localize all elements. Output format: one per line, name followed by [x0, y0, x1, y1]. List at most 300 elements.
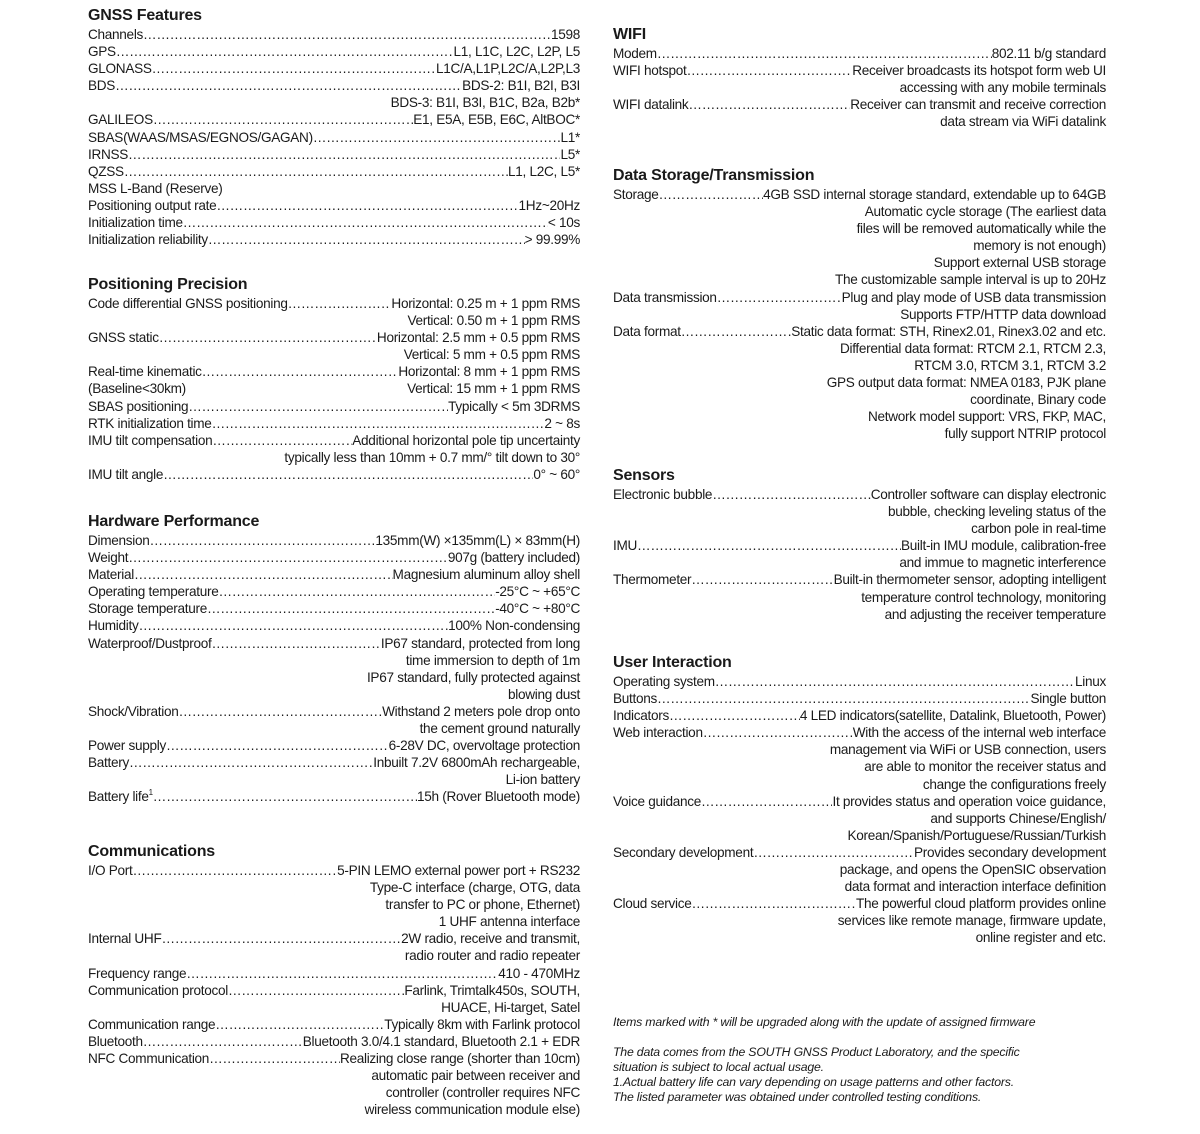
spec-value: Withstand 2 meters pole drop onto — [382, 703, 580, 719]
spec-label: BDS — [88, 78, 116, 94]
spec-line — [88, 617, 580, 634]
dot-leader — [132, 862, 337, 879]
dot-leader — [129, 754, 373, 771]
spec-value: 100% Non-condensing — [448, 618, 580, 634]
spec-value: < 10s — [547, 215, 580, 231]
spec-value: Static data format: STH, Rinex2.01, Rinex3.02 and etc. — [791, 323, 1106, 339]
spec-label: Channels — [88, 27, 144, 42]
spec-value-continuation: the cement ground naturally — [419, 721, 580, 737]
dot-leader — [150, 532, 376, 549]
spec-line — [613, 537, 1106, 554]
dot-leader — [717, 289, 842, 306]
spec-row — [613, 895, 1106, 946]
dot-leader — [753, 844, 914, 861]
firmware-note: Items marked with * will be upgraded along with the update of assigned firmware — [613, 1015, 1036, 1029]
spec-value-continuation: typically less than 10mm + 0.7 mm/° tilt down to 30° — [284, 449, 580, 465]
spec-label: Waterproof/Dustproof — [88, 635, 212, 651]
spec-label: Real-time kinematic — [88, 364, 202, 380]
spec-value-continuation: package, and opens the OpenSIC observation — [839, 862, 1106, 878]
spec-value-continuation: controller (controller requires NFC — [385, 1085, 580, 1101]
spec-label: Secondary development — [613, 844, 754, 860]
dot-leader — [128, 146, 560, 163]
spec-line — [88, 43, 580, 60]
spec-line — [88, 214, 580, 231]
spec-value: -40°C ~ +80°C — [495, 601, 580, 617]
spec-label: NFC Communication — [88, 1051, 210, 1067]
dot-leader — [161, 930, 401, 947]
spec-value-continuation: bubble, checking leveling status of the — [887, 504, 1106, 520]
spec-label: Shock/Vibration — [88, 703, 179, 719]
spec-line — [88, 60, 580, 77]
spec-row — [613, 724, 1106, 792]
spec-label: Electronic bubble — [613, 487, 713, 502]
spec-value: Inbuilt 7.2V 6800mAh rechargeable, — [373, 755, 580, 771]
dot-leader — [681, 323, 792, 340]
spec-value: > 99.99% — [524, 232, 580, 248]
spec-value: L5* — [560, 146, 580, 162]
battery-note-line-2: The listed parameter was obtained under controlled testing conditions. — [613, 1090, 982, 1104]
spec-line — [613, 62, 1106, 79]
spec-row — [88, 77, 580, 111]
spec-label: Bluetooth — [88, 1033, 143, 1049]
dot-leader — [143, 26, 551, 43]
spec-row — [613, 486, 1106, 537]
spec-value-continuation: memory is not enough) — [973, 238, 1106, 254]
spec-value: Horizontal: 2.5 mm + 0.5 ppm RMS — [376, 330, 580, 346]
spec-value: The powerful cloud platform provides online — [855, 896, 1106, 912]
spec-row — [613, 571, 1106, 622]
spec-value: 5-PIN LEMO external power port + RS232 — [337, 863, 580, 878]
spec-row — [88, 532, 580, 549]
spec-value: Horizontal: 8 mm + 1 ppm RMS — [398, 364, 580, 380]
spec-label: Web interaction — [613, 725, 703, 741]
spec-value: 6-28V DC, overvoltage protection — [388, 738, 580, 754]
spec-line — [613, 96, 1106, 113]
spec-line — [613, 186, 1106, 203]
hardware-performance-section — [88, 512, 580, 806]
spec-value: Linux — [1075, 674, 1106, 689]
spec-value-continuation: 1 UHF antenna interface — [438, 914, 580, 930]
dot-leader — [178, 703, 382, 720]
spec-row — [613, 690, 1106, 707]
spec-row — [613, 673, 1106, 690]
footnote-marker: 1 — [148, 788, 153, 798]
spec-row — [88, 231, 580, 248]
spec-line — [88, 380, 580, 397]
spec-value-continuation: data format and interaction interface definition — [844, 879, 1106, 895]
spec-label: Positioning output rate — [88, 197, 217, 213]
spec-line — [613, 793, 1106, 810]
spec-row — [613, 793, 1106, 844]
spec-row — [88, 549, 580, 566]
spec-row — [88, 43, 580, 60]
spec-row — [88, 26, 580, 43]
spec-value: Vertical: 15 mm + 1 ppm RMS — [407, 381, 580, 397]
dot-leader — [669, 707, 800, 724]
dot-leader — [115, 77, 462, 94]
spec-line — [613, 844, 1106, 861]
spec-line — [613, 45, 1106, 62]
spec-value: Receiver broadcasts its hotspot form web UI — [852, 63, 1106, 79]
spec-row — [613, 62, 1106, 96]
spec-value: 1598 — [550, 27, 580, 42]
spec-label: QZSS — [88, 163, 124, 179]
spec-line — [88, 635, 580, 652]
spec-value-continuation: Differential data format: RTCM 2.1, RTCM 2.3, — [839, 340, 1106, 356]
spec-list — [88, 295, 580, 483]
section-title: Hardware Performance — [88, 513, 260, 530]
spec-row — [613, 844, 1106, 895]
spec-value-continuation: services like remote manage, firmware update, — [837, 913, 1106, 929]
spec-line — [88, 788, 580, 805]
dot-leader — [228, 982, 404, 999]
spec-row — [88, 930, 580, 964]
spec-row — [613, 323, 1106, 443]
spec-value: 4GB SSD internal storage standard, extendable up to 64GB — [763, 187, 1106, 202]
spec-label: SBAS positioning — [88, 398, 189, 414]
data-storage-section — [613, 166, 1106, 442]
spec-label: Modem — [613, 46, 657, 61]
spec-value-continuation: Type-C interface (charge, OTG, data — [369, 880, 580, 896]
spec-row — [88, 197, 580, 214]
dot-leader — [686, 62, 852, 79]
dot-leader — [202, 363, 399, 380]
spec-value-continuation: carbon pole in real-time — [971, 521, 1106, 537]
spec-label: GPS — [88, 44, 116, 60]
spec-value-continuation: Network model support: VRS, FKP, MAC, — [868, 409, 1106, 425]
spec-label: Communication protocol — [88, 982, 228, 998]
spec-list — [613, 673, 1106, 947]
spec-row — [88, 566, 580, 583]
spec-line — [613, 690, 1106, 707]
spec-value-continuation: time immersion to depth of 1m — [405, 652, 580, 668]
section-title: Positioning Precision — [88, 276, 248, 293]
dot-leader — [637, 537, 901, 554]
dot-leader — [186, 965, 498, 982]
spec-row — [613, 186, 1106, 289]
spec-value: Typically 8km with Farlink protocol — [384, 1016, 580, 1032]
spec-value: Plug and play mode of USB data transmission — [841, 289, 1106, 305]
spec-value-continuation: online register and etc. — [975, 930, 1106, 946]
spec-label: Storage — [613, 187, 659, 202]
spec-value-continuation: RTCM 3.0, RTCM 3.1, RTCM 3.2 — [914, 357, 1106, 373]
spec-row — [613, 96, 1106, 130]
sensors-section — [613, 466, 1106, 623]
spec-value: 907g (battery included) — [447, 550, 580, 566]
spec-line — [88, 180, 580, 197]
spec-value: L1, L2C, L5* — [508, 163, 580, 179]
spec-value-continuation: IP67 standard, fully protected against — [366, 669, 580, 685]
spec-line — [613, 323, 1106, 340]
spec-value-continuation: and immue to magnetic interference — [899, 555, 1106, 571]
spec-label: Communication range — [88, 1016, 216, 1032]
spec-row — [88, 295, 580, 329]
dot-leader — [153, 788, 417, 805]
spec-value-continuation: and supports Chinese/English/ — [930, 810, 1106, 826]
spec-value-continuation: blowing dust — [508, 686, 580, 702]
spec-value: Provides secondary development — [914, 844, 1106, 860]
spec-line — [88, 111, 580, 128]
dot-leader — [163, 466, 533, 483]
spec-row — [88, 737, 580, 754]
dot-leader — [688, 96, 850, 113]
spec-label: GNSS static — [88, 330, 159, 346]
spec-value-continuation: automatic pair between receiver and — [371, 1068, 580, 1084]
spec-row — [613, 45, 1106, 62]
spec-value-continuation: GPS output data format: NMEA 0183, PJK plane — [826, 375, 1106, 391]
spec-value-continuation: Automatic cycle storage (The earliest data — [864, 204, 1106, 220]
lab-note-line-1: The data comes from the SOUTH GNSS Product Laboratory, and the specific — [613, 1045, 1020, 1059]
spec-line — [88, 982, 580, 999]
spec-line — [88, 231, 580, 248]
spec-row — [88, 415, 580, 432]
spec-value-continuation: temperature control technology, monitoring — [861, 589, 1106, 605]
spec-row — [88, 635, 580, 703]
spec-row — [88, 380, 580, 397]
dot-leader — [657, 690, 1031, 707]
spec-row — [88, 788, 580, 805]
dot-leader — [288, 295, 392, 312]
spec-value-continuation: Vertical: 0.50 m + 1 ppm RMS — [407, 313, 580, 329]
spec-label: GLONASS — [88, 61, 152, 77]
communications-section — [88, 842, 580, 1118]
spec-label: Battery life — [88, 789, 149, 805]
spec-line — [88, 329, 580, 346]
spec-row — [88, 363, 580, 380]
spec-row — [88, 129, 580, 146]
spec-row — [613, 707, 1106, 724]
spec-value-continuation: management via WiFi or USB connection, users — [829, 742, 1106, 758]
spec-row — [88, 617, 580, 634]
spec-label: GALILEOS — [88, 112, 153, 128]
spec-line — [88, 703, 580, 720]
spec-line — [613, 289, 1106, 306]
spec-row — [88, 398, 580, 415]
spec-value-continuation: radio router and radio repeater — [404, 948, 580, 964]
spec-value: Magnesium aluminum alloy shell — [392, 567, 580, 583]
section-title: GNSS Features — [88, 7, 202, 24]
spec-label: SBAS(WAAS/MSAS/EGNOS/GAGAN) — [88, 129, 313, 145]
dot-leader — [207, 600, 495, 617]
spec-value-continuation: files will be removed automatically while the — [856, 221, 1106, 237]
dot-leader — [701, 793, 832, 810]
spec-row — [88, 329, 580, 363]
spec-label: IMU tilt angle — [88, 466, 164, 482]
dot-leader — [159, 329, 377, 346]
spec-line — [88, 197, 580, 214]
spec-label: Internal UHF — [88, 931, 162, 947]
footnotes — [613, 1015, 1106, 1105]
spec-label: Power supply — [88, 738, 167, 754]
spec-value: 4 LED indicators(satellite, Datalink, Bluetooth, Power) — [799, 708, 1106, 724]
positioning-precision-section — [88, 275, 580, 483]
dot-leader — [116, 43, 454, 60]
spec-line — [613, 486, 1106, 503]
spec-value-continuation: and adjusting the receiver temperature — [884, 606, 1106, 622]
spec-line — [613, 707, 1106, 724]
spec-line — [88, 583, 580, 600]
spec-row — [88, 146, 580, 163]
spec-list — [613, 486, 1106, 623]
spec-line — [88, 737, 580, 754]
spec-row — [88, 754, 580, 788]
spec-line — [88, 363, 580, 380]
spec-value-continuation: change the configurations freely — [922, 776, 1106, 792]
spec-value-continuation: fully support NTRIP protocol — [944, 426, 1106, 442]
dot-leader — [212, 415, 545, 432]
lab-note-line-2: situation is subject to local actual usage. — [613, 1060, 824, 1074]
dot-leader — [209, 1050, 340, 1067]
section-title: Data Storage/Transmission — [613, 167, 815, 184]
dot-leader — [138, 617, 448, 634]
spec-value-continuation: data stream via WiFi datalink — [940, 114, 1106, 130]
spec-label: Initialization reliability — [88, 232, 208, 248]
user-interaction-section — [613, 653, 1106, 947]
spec-label: WIFI hotspot — [613, 63, 687, 79]
dot-leader — [712, 486, 871, 503]
spec-label: IMU — [613, 538, 638, 554]
spec-value-continuation: Vertical: 5 mm + 0.5 ppm RMS — [403, 347, 580, 363]
spec-value: -25°C ~ +65°C — [495, 584, 580, 600]
spec-label: Data transmission — [613, 289, 717, 305]
spec-row — [88, 862, 580, 930]
spec-value: 135mm(W) ×135mm(L) × 83mm(H) — [375, 533, 580, 548]
spec-line — [88, 930, 580, 947]
dot-leader — [691, 895, 855, 912]
spec-row — [88, 583, 580, 600]
spec-value-continuation: The customizable sample interval is up to 20Hz — [834, 272, 1106, 288]
spec-label: RTK initialization time — [88, 415, 212, 431]
spec-row — [88, 982, 580, 1016]
spec-label: Frequency range — [88, 965, 187, 981]
dot-leader — [152, 60, 436, 77]
spec-label: MSS L-Band (Reserve) — [88, 180, 223, 196]
section-title: Sensors — [613, 467, 675, 484]
spec-label: IMU tilt compensation — [88, 432, 213, 448]
spec-value: L1, L1C, L2C, L2P, L5 — [453, 44, 580, 60]
spec-value-continuation: transfer to PC or phone, Ethernet) — [385, 897, 580, 913]
spec-label: Storage temperature — [88, 601, 207, 617]
spec-line — [88, 415, 580, 432]
spec-list — [88, 532, 580, 806]
spec-line — [88, 146, 580, 163]
section-title: WIFI — [613, 26, 646, 43]
spec-value: 1Hz~20Hz — [518, 197, 580, 213]
spec-value-continuation: Support external USB storage — [933, 255, 1106, 271]
spec-label: Humidity — [88, 618, 139, 634]
spec-line — [88, 129, 580, 146]
spec-line — [88, 754, 580, 771]
spec-line — [88, 532, 580, 549]
spec-row — [613, 537, 1106, 571]
spec-row — [88, 965, 580, 982]
spec-value: It provides status and operation voice guidance, — [832, 793, 1106, 809]
spec-row — [613, 289, 1106, 323]
spec-row — [88, 600, 580, 617]
spec-row — [88, 1033, 580, 1050]
spec-value-continuation: wireless communication module else) — [364, 1102, 580, 1118]
spec-row — [88, 60, 580, 77]
dot-leader — [183, 214, 548, 231]
spec-value: 2W radio, receive and transmit, — [401, 931, 580, 947]
spec-row — [88, 214, 580, 231]
spec-row — [88, 180, 580, 197]
spec-label: (Baseline<30km) — [88, 381, 186, 397]
dot-leader — [715, 673, 1075, 690]
wifi-section — [613, 25, 1106, 130]
dot-leader — [313, 129, 561, 146]
spec-value: With the access of the internal web interface — [852, 725, 1106, 741]
spec-list — [613, 45, 1106, 130]
dot-leader — [188, 398, 448, 415]
spec-line — [88, 295, 580, 312]
spec-value: Controller software can display electronic — [870, 487, 1106, 502]
dot-leader — [703, 724, 853, 741]
spec-label: I/O Port — [88, 863, 133, 878]
spec-label: Thermometer — [613, 572, 692, 588]
spec-line — [88, 862, 580, 879]
spec-value: BDS-2: B1I, B2I, B3I — [462, 78, 580, 94]
spec-line — [88, 163, 580, 180]
spec-row — [88, 432, 580, 466]
dot-leader — [691, 571, 833, 588]
spec-label: Buttons — [613, 691, 657, 707]
spec-label: IRNSS — [88, 146, 129, 162]
spec-label: Code differential GNSS positioning — [88, 296, 288, 311]
dot-leader — [208, 231, 525, 248]
spec-line — [88, 600, 580, 617]
spec-value-continuation: Supports FTP/HTTP data download — [900, 306, 1106, 322]
spec-list — [613, 186, 1106, 442]
spec-row — [88, 703, 580, 737]
spec-row — [88, 163, 580, 180]
spec-value: Realizing close range (shorter than 10cm) — [339, 1051, 580, 1067]
dot-leader — [215, 1016, 384, 1033]
dot-leader — [218, 583, 495, 600]
spec-value: Additional horizontal pole tip uncertainty — [352, 432, 580, 448]
spec-row — [88, 1016, 580, 1033]
spec-value: Farlink, Trimtalk450s, SOUTH, — [404, 982, 580, 998]
spec-value-continuation: HUACE, Hi-target, Satel — [441, 999, 580, 1015]
spec-line — [88, 398, 580, 415]
dot-leader — [143, 1033, 303, 1050]
spec-label: Material — [88, 567, 134, 583]
dot-leader — [124, 163, 508, 180]
dot-leader — [216, 197, 518, 214]
spec-value: 15h (Rover Bluetooth mode) — [417, 789, 580, 805]
spec-value: 0° ~ 60° — [533, 466, 580, 482]
spec-line — [88, 432, 580, 449]
spec-value: Receiver can transmit and receive correction — [850, 97, 1106, 113]
spec-line — [88, 1050, 580, 1067]
spec-label: Operating system — [613, 674, 715, 689]
spec-value: L1C/A,L1P,L2C/A,L2P,L3 — [435, 61, 580, 77]
spec-line — [613, 673, 1106, 690]
spec-row — [88, 466, 580, 483]
spec-value-continuation: BDS-3: B1I, B3I, B1C, B2a, B2b* — [390, 95, 580, 111]
spec-value: 2 ~ 8s — [544, 415, 580, 431]
spec-value: 802.11 b/g standard — [991, 46, 1106, 61]
spec-line — [88, 965, 580, 982]
spec-line — [88, 26, 580, 43]
section-title: Communications — [88, 843, 215, 860]
dot-leader — [153, 111, 413, 128]
spec-line — [88, 466, 580, 483]
spec-value-continuation: are able to monitor the receiver status and — [864, 759, 1106, 775]
spec-value: E1, E5A, E5B, E6C, AltBOC* — [413, 112, 580, 128]
spec-label: Data format — [613, 323, 681, 339]
spec-label: Dimension — [88, 533, 150, 548]
